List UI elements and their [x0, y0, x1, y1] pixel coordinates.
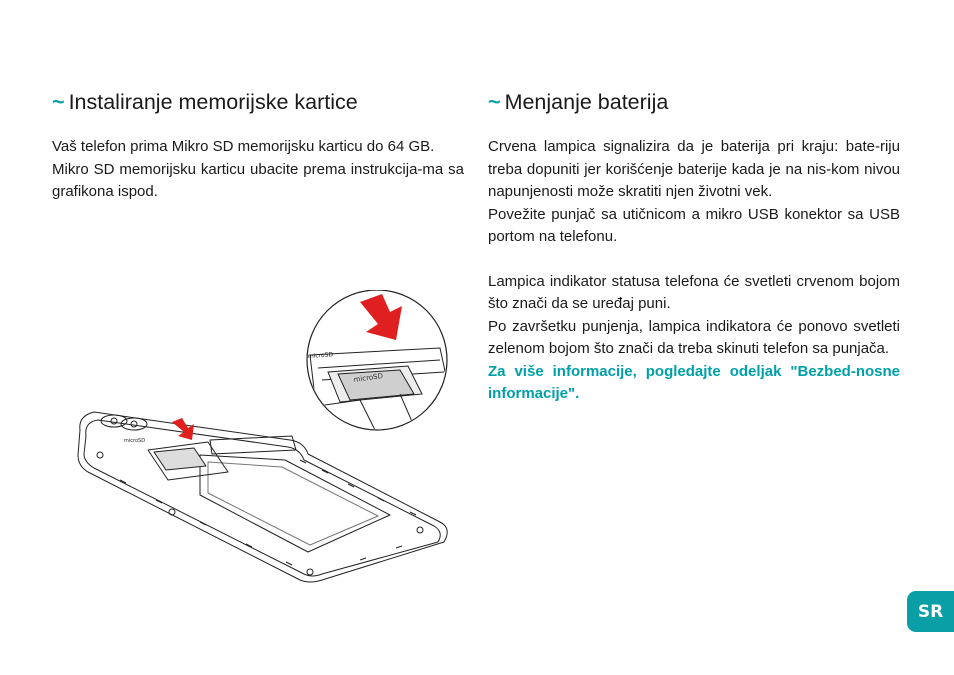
heading-marker: ~: [488, 90, 501, 114]
zoom-detail-drawing: [290, 290, 460, 440]
battery-body: [488, 136, 900, 406]
battery-paragraph: Povežite punjač sa utičnicom a mikro USB konektor sa USB portom na telefonu.: [488, 205, 900, 245]
language-badge: SR: [907, 591, 954, 632]
phone-slot-label: microSD: [124, 438, 146, 444]
battery-heading-text: Menjanje baterija: [504, 90, 669, 114]
insert-arrow-icon: [172, 418, 194, 440]
safety-info-note: Za više informacije, pogledajte odeljak "Bezbed-nosne informacije".: [488, 362, 900, 402]
memory-card-heading-text: Instaliranje memorijske kartice: [68, 90, 358, 114]
battery-paragraph: Crvena lampica signalizira da je baterija pri kraju: bate-riju treba dopuniti jer korišćenje baterije kada je na nis-kom nivou napunjenosti može skratiti njen životni vek.: [488, 138, 900, 200]
heading-marker: ~: [52, 90, 65, 114]
battery-paragraph: Po završetku punjenja, lampica indikatora će ponovo svetleti zelenom bojom što znači da treba skinuti telefon sa punjača.: [488, 317, 900, 357]
right-column: [488, 88, 900, 406]
zoom-slot-label: microSD: [307, 351, 334, 360]
left-column: [52, 88, 464, 204]
sd-card-insertion-illustration: [60, 290, 460, 590]
memory-card-heading: [52, 88, 464, 116]
zoom-card-label: microSD: [353, 371, 384, 384]
battery-heading: [488, 88, 900, 116]
memory-card-paragraph: Vaš telefon prima Mikro SD memorijsku karticu do 64 GB.: [52, 138, 435, 155]
battery-paragraph: Lampica indikator statusa telefona će svetleti crvenom bojom što znači da se uređaj puni.: [488, 272, 900, 312]
memory-card-paragraph: Mikro SD memorijsku karticu ubacite prema instrukcija-ma sa grafikona ispod.: [52, 160, 464, 200]
memory-card-body: [52, 136, 464, 204]
